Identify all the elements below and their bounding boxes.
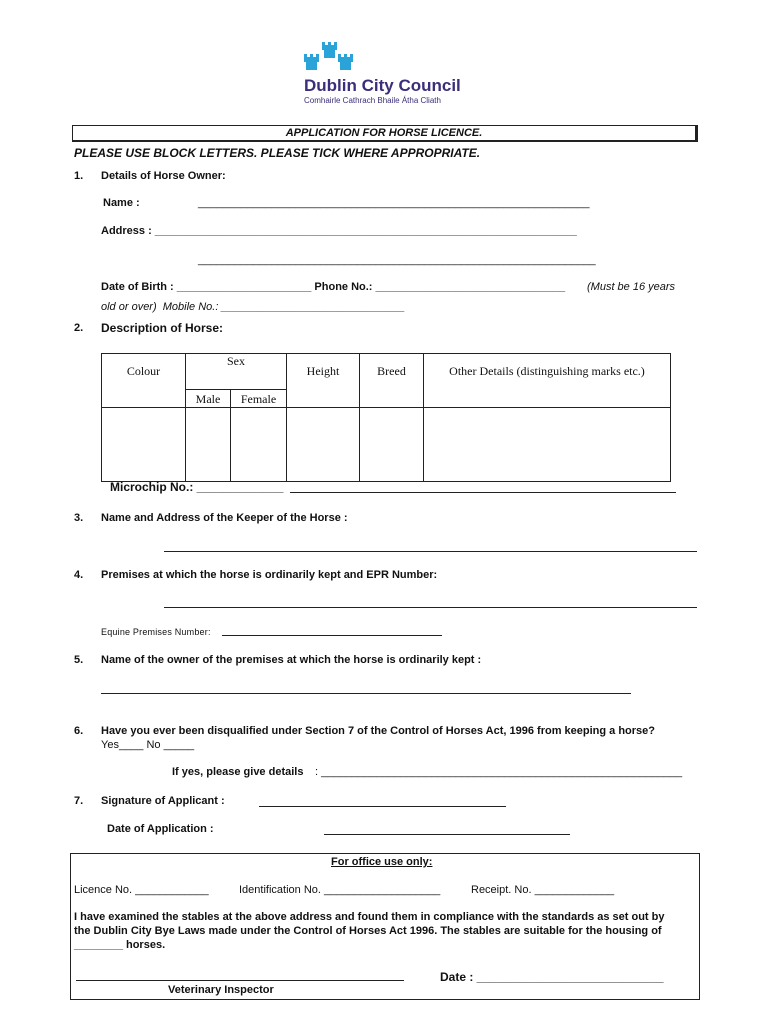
inspection-statement-2: the Dublin City Bye Laws made under the Control of Horses Act 1996. The stables are suitable for the housing of <box>74 925 662 937</box>
identification-field[interactable]: Identification No. ___________________ <box>239 884 441 896</box>
section-2-number: 2. <box>74 322 84 334</box>
equine-label: Equine Premises Number: <box>101 627 211 637</box>
receipt-field[interactable]: Receipt. No. _____________ <box>471 884 615 896</box>
age-note: (Must be 16 years <box>587 281 676 293</box>
address-field[interactable]: Address : _____________________________________________________________________ <box>101 225 577 237</box>
name-label: Name : <box>103 197 140 209</box>
date-of-application-label: Date of Application : <box>107 823 214 835</box>
signature-label: Signature of Applicant : <box>101 795 225 807</box>
other-details-cell[interactable] <box>424 408 671 482</box>
section-6-number: 6. <box>74 725 84 737</box>
microchip-field[interactable] <box>290 492 676 493</box>
if-yes-label: If yes, please give details <box>172 766 304 778</box>
castle-icon <box>302 40 382 76</box>
yes-no-field[interactable]: Yes____ No _____ <box>101 739 195 751</box>
veterinary-inspector-label: Veterinary Inspector <box>168 984 274 996</box>
form-instructions: PLEASE USE BLOCK LETTERS. PLEASE TICK WHERE APPROPRIATE. <box>74 146 481 160</box>
section-3-number: 3. <box>74 512 84 524</box>
colour-cell[interactable] <box>102 408 186 482</box>
council-name: Dublin City Council <box>304 76 461 95</box>
council-logo <box>300 40 490 106</box>
signature-field[interactable] <box>259 806 506 807</box>
female-header: Female <box>231 390 287 408</box>
section-7-number: 7. <box>74 795 84 807</box>
female-cell[interactable] <box>231 408 287 482</box>
breed-header: Breed <box>360 354 424 408</box>
inspection-statement-1: I have examined the stables at the above address and found them in compliance with the standards as set out by <box>74 911 665 923</box>
keeper-field[interactable] <box>164 551 697 552</box>
section-4-text: Premises at which the horse is ordinarily kept and EPR Number: <box>101 569 438 581</box>
section-1-heading: Details of Horse Owner: <box>101 170 226 182</box>
inspection-statement-3[interactable]: ________ horses. <box>74 939 166 951</box>
form-title: APPLICATION FOR HORSE LICENCE. <box>72 125 698 142</box>
section-5-number: 5. <box>74 654 84 666</box>
office-date-field[interactable]: Date : ____________________________ <box>440 970 664 984</box>
name-field[interactable]: ________________________________________________________________ <box>198 197 590 209</box>
breed-cell[interactable] <box>360 408 424 482</box>
horse-description-table <box>101 353 671 482</box>
height-header: Height <box>287 354 360 408</box>
section-2-heading: Description of Horse: <box>101 321 224 335</box>
office-use-box <box>70 853 700 1000</box>
section-5-text: Name of the owner of the premises at which the horse is ordinarily kept : <box>101 654 482 666</box>
inspector-signature-line[interactable] <box>76 980 404 981</box>
sex-header: Sex <box>186 354 287 390</box>
section-6-text: Have you ever been disqualified under Section 7 of the Control of Horses Act, 1996 from keeping a horse? <box>101 725 656 737</box>
other-details-header: Other Details (distinguishing marks etc.) <box>424 354 671 408</box>
council-subtitle: Comhairle Cathrach Bhaile Átha Cliath <box>304 96 441 105</box>
section-3-text: Name and Address of the Keeper of the Horse : <box>101 512 348 524</box>
licence-field[interactable]: Licence No. ____________ <box>74 884 209 896</box>
mobile-field[interactable]: old or over) Mobile No.: ______________________________ <box>101 301 405 313</box>
office-heading: For office use only: <box>331 856 433 868</box>
date-of-application-field[interactable] <box>324 834 570 835</box>
height-cell[interactable] <box>287 408 360 482</box>
section-4-number: 4. <box>74 569 84 581</box>
address-line-2[interactable]: _________________________________________________________________ <box>198 254 596 266</box>
male-header: Male <box>186 390 231 408</box>
premises-field[interactable] <box>164 607 697 608</box>
dob-phone-field[interactable]: Date of Birth : ______________________ Phone No.: _______________________________ <box>101 281 566 293</box>
colour-header: Colour <box>102 354 186 408</box>
section-1-number: 1. <box>74 170 84 182</box>
premises-owner-field[interactable] <box>101 693 631 694</box>
male-cell[interactable] <box>186 408 231 482</box>
microchip-label: Microchip No.: _____________ <box>110 480 284 494</box>
if-yes-field[interactable]: : ___________________________________________________________ <box>315 766 683 778</box>
equine-field[interactable] <box>222 635 442 636</box>
